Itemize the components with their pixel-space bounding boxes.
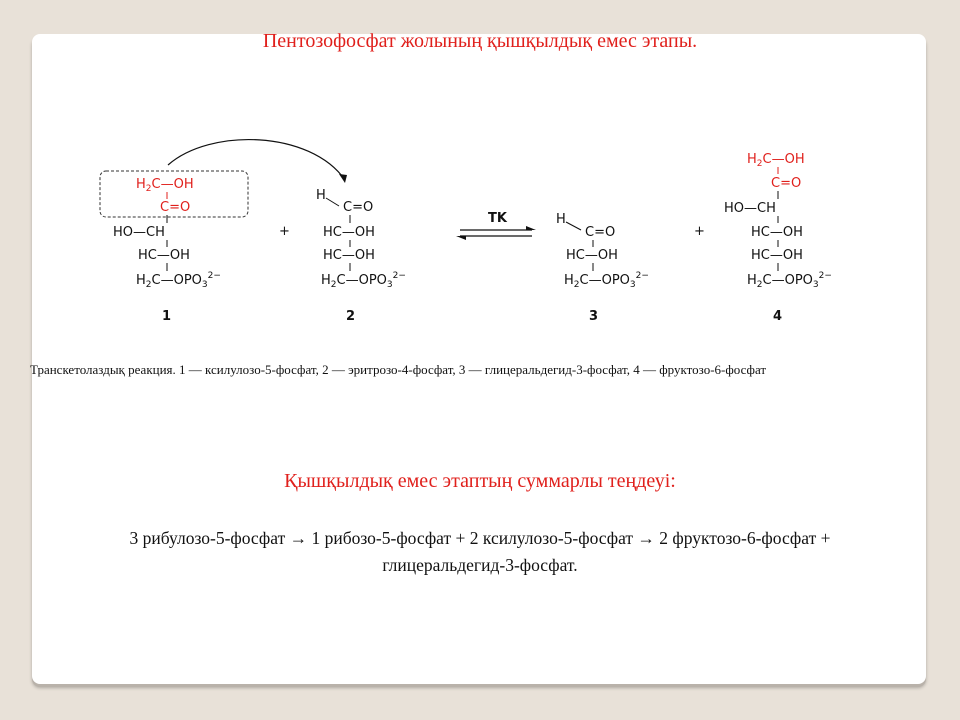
c4-row2: C=O	[771, 176, 802, 191]
transfer-arrow	[168, 140, 345, 180]
c2-row2: C=O	[343, 200, 374, 215]
c3-row3: HC—OH	[566, 248, 618, 263]
c1-row1: $H_2C—OH$	[136, 177, 194, 194]
slide-title: Пентозофосфат жолының қышқылдық емес этапы.	[262, 30, 698, 52]
plus-sign-1: +	[279, 224, 290, 239]
figure-caption: Транскетолаздық реакция. 1 — ксилулозо-5-фосфат, 2 — эритрозо-4-фосфат, 3 — глицеральдегид-3-фосфат, 4 — фруктозо-6-фосфат	[30, 362, 767, 377]
transfer-arrowhead	[339, 174, 347, 183]
summary-equation	[40, 525, 920, 579]
enzyme-label: TK	[488, 211, 507, 226]
c2-row5: $H_2C—OPO_3^{2-}$	[321, 271, 406, 290]
c4-row5: HC—OH	[751, 248, 803, 263]
label-2: 2	[346, 309, 356, 324]
c1-row5: $H_2C—OPO_3^{2-}$	[136, 271, 221, 290]
transketolase-scheme	[0, 0, 960, 340]
section-subtitle: Қышқылдық емес этаптың суммарлы теңдеуі:	[284, 470, 676, 492]
c1-row2: C=O	[160, 200, 191, 215]
compound-4	[724, 152, 832, 324]
c4-row4: HC—OH	[751, 225, 803, 240]
c1-row3: HO—CH	[113, 225, 165, 240]
equation-line-2: глицеральдегид-3-фосфат.	[382, 555, 578, 575]
c2-row3: HC—OH	[323, 225, 375, 240]
c4-row1: $H_2C—OH$	[747, 152, 805, 169]
equation-line-1: 3 рибулозо-5-фосфат → 1 рибозо-5-фосфат + 2 ксилулозо-5-фосфат → 2 фруктозо-6-фосфат +	[129, 528, 831, 548]
compound-2	[316, 188, 406, 324]
c2-row4: HC—OH	[323, 248, 375, 263]
c4-row6: $H_2C—OPO_3^{2-}$	[747, 271, 832, 290]
c1-row4: HC—OH	[138, 248, 190, 263]
label-3: 3	[589, 309, 599, 324]
c3-row2: C=O	[585, 225, 616, 240]
c4-row3: HO—CH	[724, 201, 776, 216]
label-4: 4	[773, 309, 783, 324]
label-1: 1	[162, 309, 172, 324]
c3-row1: H	[556, 212, 566, 227]
c2-row1: H	[316, 188, 326, 203]
equilibrium-arrows	[456, 211, 536, 240]
plus-sign-2: +	[694, 224, 705, 239]
compound-3	[556, 212, 649, 324]
c3-row4: $H_2C—OPO_3^{2-}$	[564, 271, 649, 290]
compound-1	[113, 177, 221, 324]
